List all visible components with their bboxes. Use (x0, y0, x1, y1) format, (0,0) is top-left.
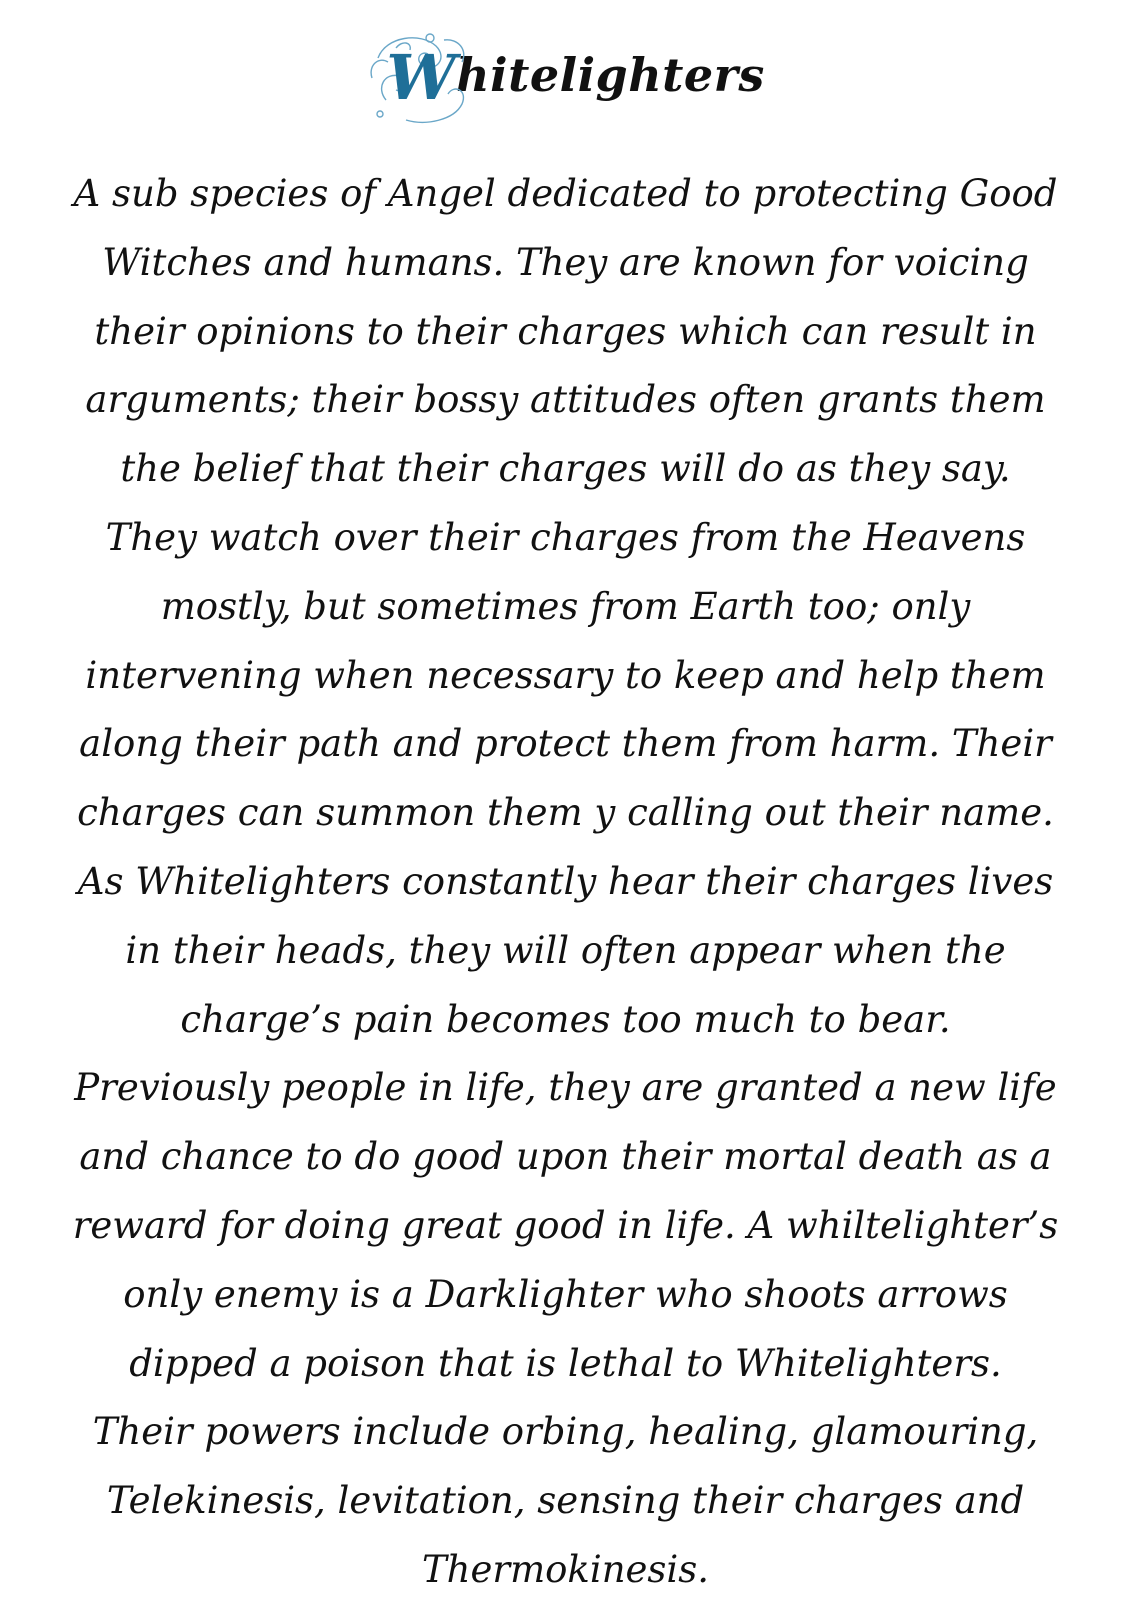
paragraph-1: A sub species of Angel dedicated to protecting Good Witches and humans. They are known for voicing their opinions to their charges which can result in arguments; their bossy attitudes often grants them the belief that their charges will do as they say. (73, 172, 1058, 491)
decorated-initial (366, 28, 476, 128)
page-title (0, 28, 1131, 128)
body-text (70, 160, 1061, 1605)
paragraph-2: They watch over their charges from the Heavens mostly, but sometimes from Earth too; only intervening when necessary to keep and help them along their path and protect them from harm. Their charges can summon them y calling out their name. (77, 515, 1054, 835)
title-initial-letter: W (386, 41, 456, 114)
paragraph-3: As Whitelighters constantly hear their charges lives in their heads, they will often appear when the charge’s pain becomes too much to bear. (77, 859, 1054, 1041)
paragraph-5: Their powers include orbing, healing, glamouring, Telekinesis, levitation, sensing their charges and Thermokinesis. (92, 1410, 1039, 1591)
title-lettering (366, 28, 765, 128)
title-text: hitelighters (456, 48, 765, 102)
paragraph-4: Previously people in life, they are granted a new life and chance to do good upon their mortal death as a reward for doing great good in life. A whiltelighter’s only enemy is a Darklighter who shoots arrows dipped a poison that is lethal to Whitelighters. (72, 1066, 1059, 1385)
